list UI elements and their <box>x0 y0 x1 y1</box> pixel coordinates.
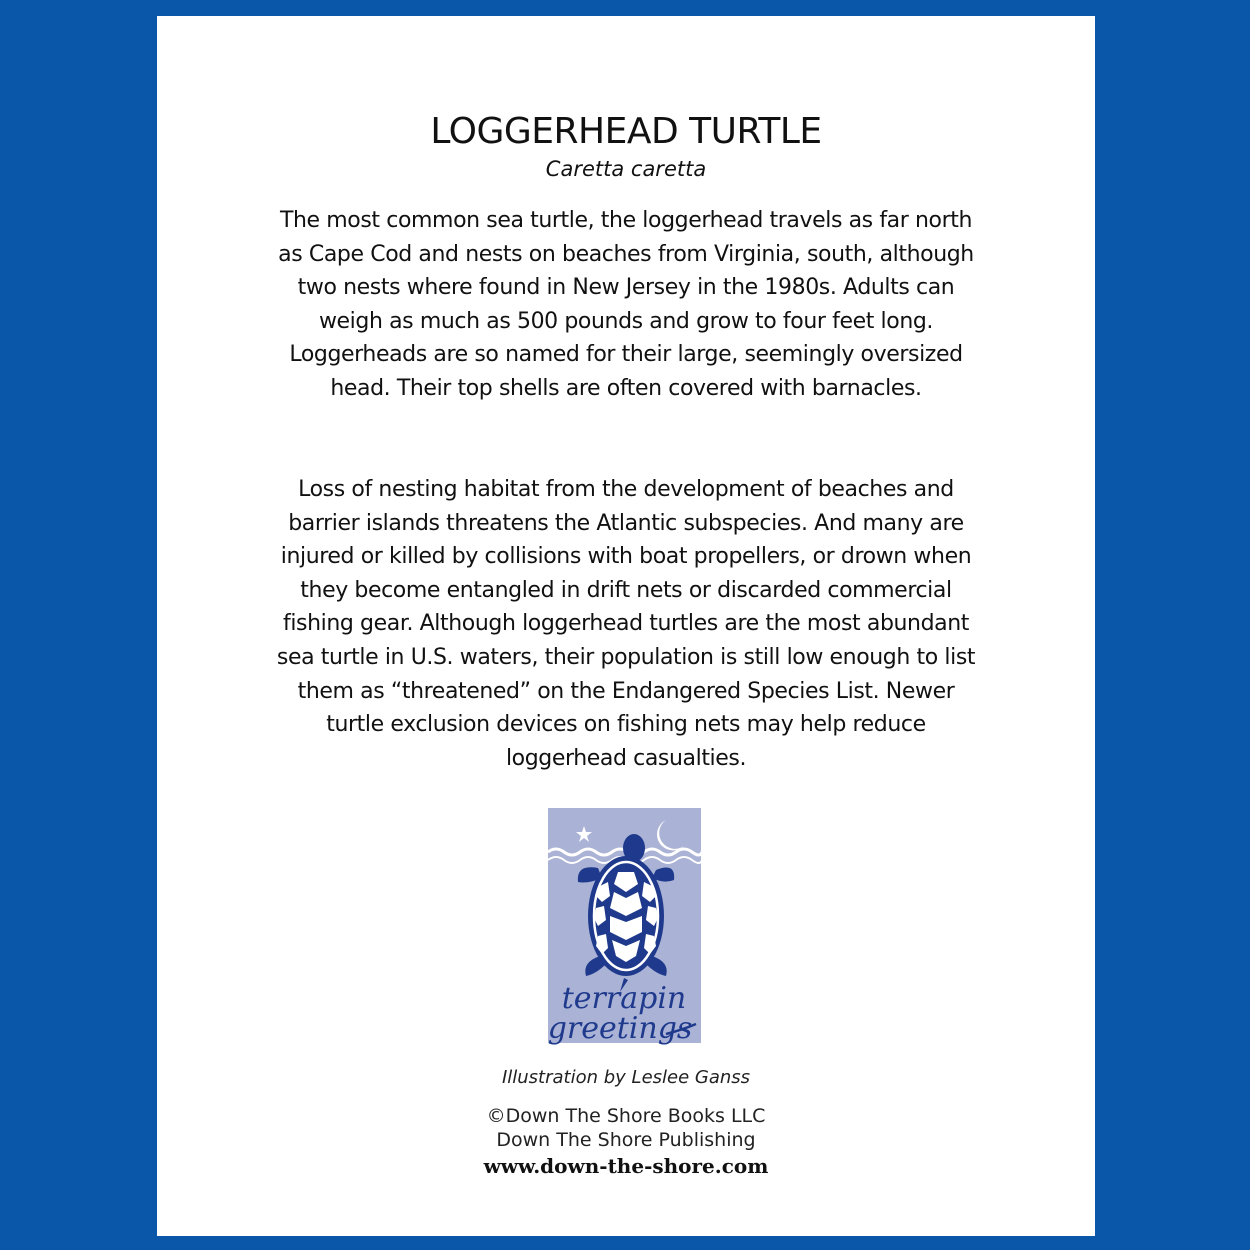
website-url: www.down-the-shore.com <box>483 1154 769 1178</box>
terrapin-greetings-logo <box>548 808 701 1078</box>
info-card <box>157 16 1095 1236</box>
publisher-line: Down The Shore Publishing <box>496 1129 756 1151</box>
illustration-credit: Illustration by Leslee Ganss <box>501 1067 751 1088</box>
description-paragraph-2: Loss of nesting habitat from the development of beaches and barrier islands threatens the Atlantic subspecies. And many are injured or killed by collisions with boat propellers, or drown when they become entangled in drift nets or discarded commercial fishing gear. Although loggerhead turtles are the most abundant sea turtle in U.S. waters, their population is still low enough to list them as “threatened” on the Endangered Species List. Newer turtle exclusion devices on fishing nets may help reduce loggerhead casualties. <box>276 477 976 771</box>
scientific-name: Caretta caretta <box>545 157 707 181</box>
description-paragraph-1: The most common sea turtle, the loggerhead travels as far north as Cape Cod and nests on beaches from Virginia, south, although two nests where found in New Jersey in the 1980s. Adults can weigh as much as 500 pounds and grow to four feet long. Loggerheads are so named for their large, seemingly oversized head. Their top shells are often covered with barnacles. <box>278 208 974 401</box>
card-title: LOGGERHEAD TURTLE <box>430 111 822 152</box>
copyright-line: ©Down The Shore Books LLC <box>486 1105 766 1127</box>
logo-word-greetings: greetings <box>548 1011 693 1046</box>
logo-word-terrapin: terrapin <box>561 981 687 1016</box>
